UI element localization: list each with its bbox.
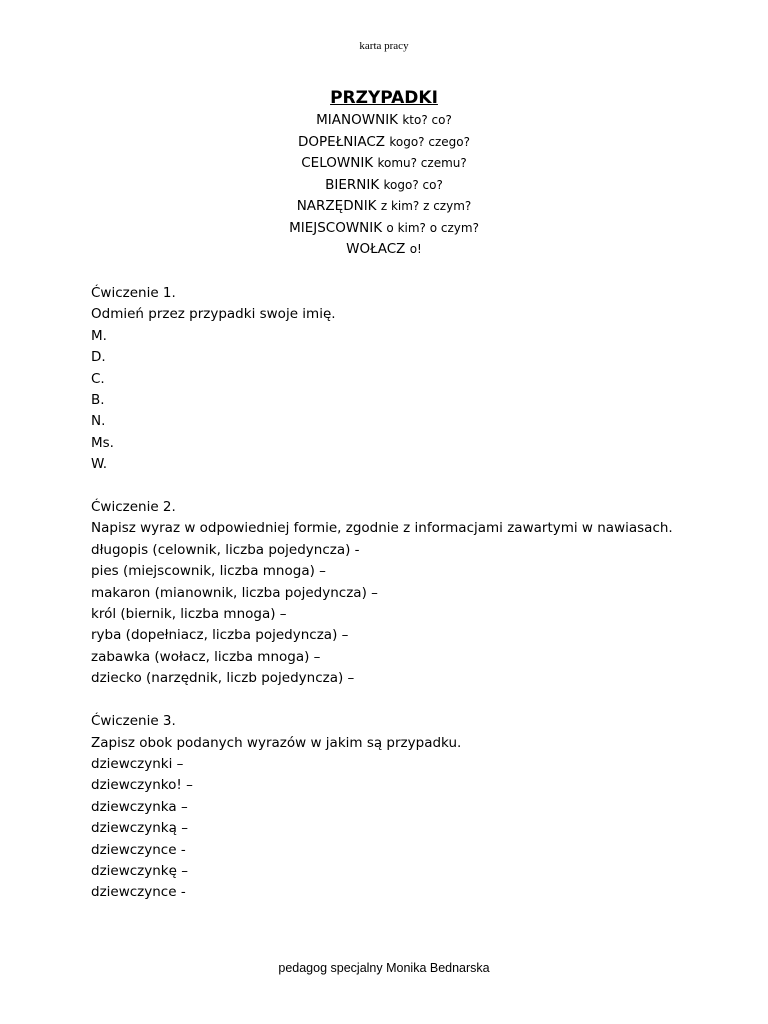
exercise-heading: Ćwiczenie 3. — [91, 713, 176, 730]
exercise-item: ryba (dopełniacz, liczba pojedyncza) – — [91, 627, 349, 644]
exercise-item: dziewczynce - — [91, 841, 186, 858]
exercise-3 — [91, 711, 731, 904]
exercise-item: Ms. — [91, 434, 114, 451]
case-line — [0, 196, 768, 218]
case-name: MIEJSCOWNIK — [289, 219, 383, 236]
case-name: MIANOWNIK — [316, 112, 399, 128]
exercise-item: dziecko (narzędnik, liczb pojedyncza) – — [91, 670, 355, 687]
case-name: CELOWNIK — [301, 155, 374, 171]
exercise-heading: Ćwiczenie 1. — [91, 285, 176, 301]
case-questions: komu? czemu? — [377, 156, 467, 170]
exercise-item: zabawka (wołacz, liczba mnoga) – — [91, 648, 321, 665]
exercise-item: D. — [91, 349, 106, 366]
case-name: BIERNIK — [325, 176, 380, 193]
case-questions: kogo? czego? — [389, 134, 470, 149]
spacer — [91, 476, 731, 497]
case-questions: z kim? z czym? — [380, 199, 472, 213]
case-name: WOŁACZ — [346, 241, 406, 257]
exercise-item: dziewczynką – — [91, 820, 188, 837]
case-line — [0, 218, 768, 240]
exercise-item: N. — [91, 413, 106, 430]
exercise-1 — [91, 283, 731, 476]
case-name: NARZĘDNIK — [296, 198, 377, 214]
exercise-item: makaron (mianownik, liczba pojedyncza) – — [91, 584, 378, 601]
exercise-2 — [91, 497, 731, 690]
exercise-item: dziewczynce - — [91, 884, 186, 901]
exercise-instruction: Napisz wyraz w odpowiedniej formie, zgodnie z informacjami zawartymi w nawiasach. — [91, 520, 673, 537]
case-line — [0, 110, 768, 132]
case-questions: o kim? o czym? — [386, 220, 479, 235]
page-title: PRZYPADKI — [330, 88, 438, 108]
exercise-item: pies (miejscownik, liczba mnoga) – — [91, 563, 326, 580]
exercise-item: dziewczynkę – — [91, 862, 188, 879]
page-footer: pedagog specjalny Monika Bednarska — [278, 961, 490, 975]
case-line — [0, 153, 768, 175]
case-questions: kogo? co? — [383, 177, 443, 192]
exercise-item: B. — [91, 392, 105, 409]
case-questions: o! — [409, 242, 422, 256]
exercise-item: W. — [91, 456, 108, 473]
exercises — [91, 283, 731, 904]
exercise-item: dziewczynka – — [91, 798, 188, 815]
case-line — [0, 175, 768, 197]
exercise-heading: Ćwiczenie 2. — [91, 499, 176, 516]
exercise-item: dziewczynki – — [91, 755, 184, 772]
exercise-instruction: Odmień przez przypadki swoje imię. — [91, 306, 336, 323]
exercise-item: dziewczynko! – — [91, 777, 193, 794]
exercise-item: długopis (celownik, liczba pojedyncza) - — [91, 541, 360, 558]
case-line — [0, 239, 768, 261]
case-name: DOPEŁNIACZ — [298, 133, 386, 150]
exercise-item: król (biernik, liczba mnoga) – — [91, 606, 287, 623]
spacer — [91, 690, 731, 711]
case-line — [0, 132, 768, 154]
cases-list — [0, 86, 768, 261]
page-header: karta pracy — [359, 40, 409, 52]
exercise-item: M. — [91, 327, 107, 344]
case-questions: kto? co? — [402, 113, 452, 127]
exercise-instruction: Zapisz obok podanych wyrazów w jakim są przypadku. — [91, 734, 462, 751]
exercise-item: C. — [91, 370, 105, 387]
